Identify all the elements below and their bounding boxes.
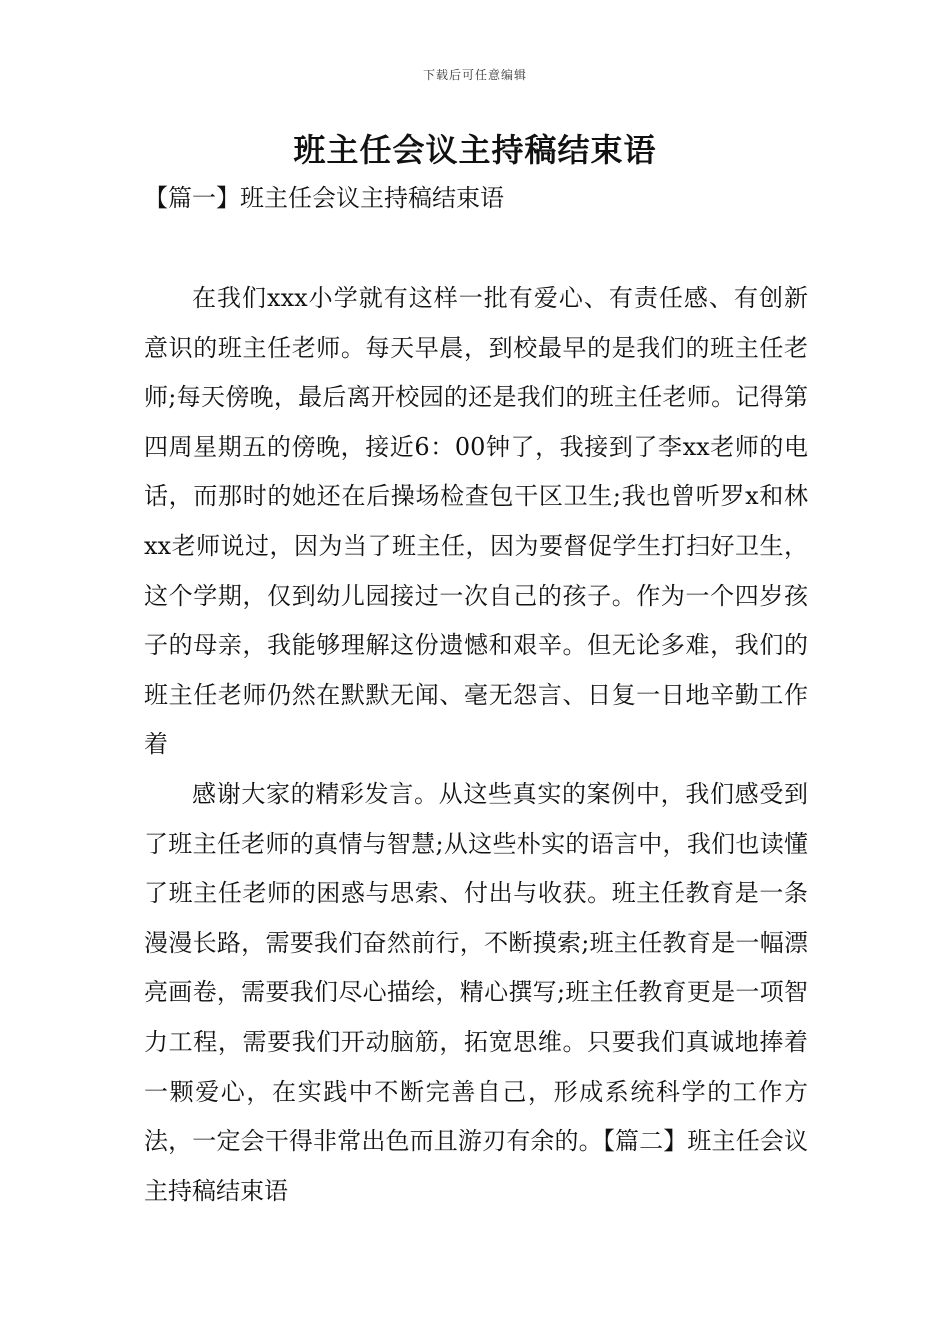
body-paragraph-2: 感谢大家的精彩发言。从这些真实的案例中，我们感受到了班主任老师的真情与智慧;从这些朴实的语言中，我们也读懂了班主任老师的困惑与思索、付出与收获。班主任教育是一条漫漫长路，需要我们奋然前行，不断摸索;班主任教育是一幅漂亮画卷，需要我们尽心描绘，精心撰写;班主任教育更是一项智力工程，需要我们开动脑筋，拓宽思维。只要我们真诚地捧着一颗爱心，在实践中不断完善自己，形成系统科学的工作方法，一定会干得非常出色而且游刃有余的。【篇二】班主任会议主持稿结束语 (144, 780, 808, 1205)
body-section-1 (144, 274, 808, 770)
body-section-2 (144, 770, 808, 1216)
section-heading: 【篇一】班主任会议主持稿结束语 (144, 184, 504, 212)
body-paragraph-1: 在我们xxx小学就有这样一批有爱心、有责任感、有创新意识的班主任老师。每天早晨，到校最早的是我们的班主任老师;每天傍晚，最后离开校园的还是我们的班主任老师。记得第四周星期五的傍晚，接近6：00钟了，我接到了李xx老师的电话，而那时的她还在后操场检查包干区卫生;我也曾听罗x和林xx老师说过，因为当了班主任，因为要督促学生打扫好卫生，这个学期，仅到幼儿园接过一次自己的孩子。作为一个四岁孩子的母亲，我能够理解这份遗憾和艰辛。但无论多难，我们的班主任老师仍然在默默无闻、毫无怨言、日复一日地辛勤工作着 (144, 284, 808, 759)
header-note: 下载后可任意编辑 (422, 68, 527, 82)
document-title: 班主任会议主持稿结束语 (293, 131, 657, 169)
